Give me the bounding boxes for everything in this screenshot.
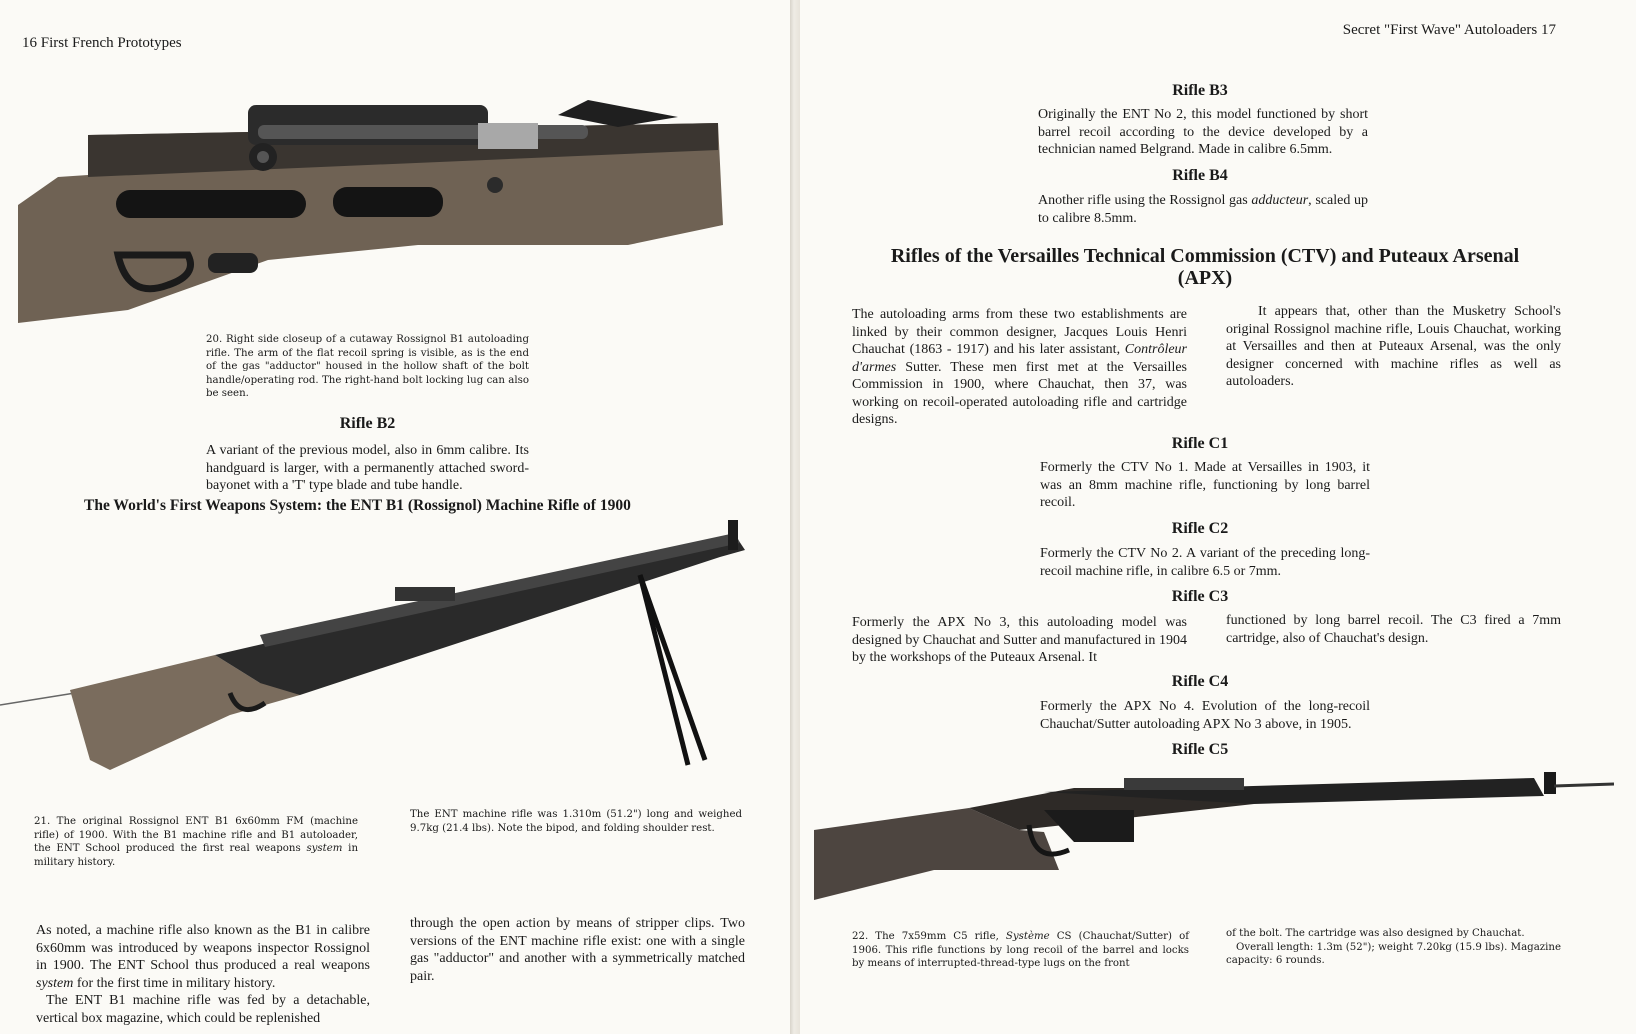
left-body-p1-em: system bbox=[36, 975, 74, 991]
caption-21-text-a: 21. The original Rossignol ENT B1 6x60mm FM (machine rifle) of 1900. With the B1 machine rifle and B1 autoloader, the ENT School produced the first real weapons bbox=[34, 816, 358, 854]
rifle-c3-heading: Rifle C3 bbox=[1171, 588, 1229, 605]
rifle-c3-text-right: functioned by long barrel recoil. The C3 fired a 7mm cartridge, also of Chauchat's design. bbox=[1226, 613, 1561, 646]
caption-21-right: The ENT machine rifle was 1.310m (51.2") long and weighed 9.7kg (21.4 lbs). Note the bipod, and folding shoulder rest. bbox=[410, 809, 742, 834]
rifle-b3-text: Originally the ENT No 2, this model functioned by short barrel recoil according to the device developed by a technician named Belgrand. Made in calibre 6.5mm. bbox=[1038, 107, 1368, 157]
caption-22-text-c: of the bolt. The cartridge was also designed by Chauchat. bbox=[1226, 928, 1525, 939]
ctv-apx-heading: Rifles of the Versailles Technical Commission (CTV) and Puteaux Arsenal (APX) bbox=[890, 245, 1520, 289]
caption-21-left bbox=[34, 815, 358, 869]
book-gutter bbox=[790, 0, 800, 1034]
caption-20: 20. Right side closeup of a cutaway Rossignol B1 autoloading rifle. The arm of the flat recoil spring is visible, as is the end of the gas "adductor" housed in the hollow shaft of the bolt handle/operating rod. The right-hand bolt locking lug can also be seen. bbox=[206, 334, 529, 399]
rifle-c1-heading: Rifle C1 bbox=[1171, 435, 1229, 452]
rifle-b4-em: adducteur bbox=[1251, 193, 1309, 208]
caption-22-left bbox=[852, 930, 1189, 971]
rifle-b4-text-a: Another rifle using the Rossignol gas bbox=[1038, 193, 1252, 208]
caption-22-em: Système bbox=[1005, 931, 1050, 942]
ctv-body-left-a: The autoloading arms from these two establishments are linked by their common designer, Jacques Louis Henri Chauchat (1863 - 1917) and his later assistant, bbox=[852, 307, 1187, 357]
right-running-header: Secret "First Wave" Autoloaders 17 bbox=[1342, 22, 1556, 38]
left-body-column-1 bbox=[36, 922, 370, 1027]
rifle-c2-text: Formerly the CTV No 2. A variant of the preceding long-recoil machine rifle, in calibre 6.5 or 7mm. bbox=[1040, 546, 1370, 579]
caption-21-text-b: in military history. bbox=[34, 843, 358, 868]
rifle-b4-text-b: , scaled up to calibre 8.5mm. bbox=[1038, 193, 1368, 226]
ctv-body-left bbox=[852, 306, 1187, 429]
rifle-c2-heading: Rifle C2 bbox=[1171, 520, 1229, 537]
caption-22-text-b: CS (Chauchat/Sutter) of 1906. This rifle functions by long recoil of the barrel and locks by means of interrupted-thread-type lugs on the front bbox=[852, 931, 1189, 969]
right-page bbox=[800, 0, 1636, 1034]
rifle-c5-heading: Rifle C5 bbox=[1171, 741, 1229, 758]
rifle-c4-text: Formerly the APX No 4. Evolution of the long-recoil Chauchat/Sutter autoloading APX No 3 above, in 1905. bbox=[1040, 699, 1370, 732]
ctv-body-left-b: Sutter. These men first met at the Versailles Commission in 1900, where Chauchat, then 37, was working on recoil-operated autoloading rifle and cartridge designs. bbox=[852, 359, 1187, 427]
ctv-body-left-em: Contrôleur d'armes bbox=[852, 342, 1187, 375]
photo-ent-b1-machine-rifle bbox=[0, 515, 760, 805]
left-page bbox=[0, 0, 790, 1034]
ctv-body-right: It appears that, other than the Musketry School's original Rossignol machine rifle, Louis Chauchat, working at Versailles and then at Puteaux Arsenal, was the only designer concerned with machine rifles as well as autoloaders. bbox=[1226, 304, 1561, 389]
left-body-p2: The ENT B1 machine rifle was fed by a detachable, vertical box magazine, which could be replenished bbox=[36, 993, 370, 1026]
rifle-c1-text: Formerly the CTV No 1. Made at Versailles in 1903, it was an 8mm machine rifle, functioning by long barrel recoil. bbox=[1040, 460, 1370, 510]
rifle-c3-text-left: Formerly the APX No 3, this autoloading model was designed by Chauchat and Sutter and manufactured in 1904 by the workshops of the Puteaux Arsenal. It bbox=[852, 615, 1187, 665]
left-body-column-2: through the open action by means of stripper clips. Two versions of the ENT machine rifle exist: one with a single gas "adductor" and another with a symmetrically matched pair. bbox=[410, 916, 745, 984]
caption-21-em: system bbox=[306, 843, 343, 854]
left-running-header: 16 First French Prototypes bbox=[22, 35, 182, 51]
caption-22-right bbox=[1226, 927, 1561, 968]
photo-c5-rifle bbox=[814, 770, 1614, 910]
rifle-b4-text bbox=[1038, 192, 1368, 227]
left-body-p1-a: As noted, a machine rifle also known as the B1 in calibre 6x60mm was introduced by weapons inspector Rossignol in 1900. The ENT School thus produced a real weapons bbox=[36, 923, 370, 973]
rifle-b2-text: A variant of the previous model, also in 6mm calibre. Its handguard is larger, with a permanently attached sword-bayonet with a 'T' type blade and tube handle. bbox=[206, 443, 529, 493]
weapons-system-heading: The World's First Weapons System: the ENT B1 (Rossignol) Machine Rifle of 1900 bbox=[84, 497, 631, 514]
rifle-b3-heading: Rifle B3 bbox=[1172, 82, 1228, 99]
rifle-c4-heading: Rifle C4 bbox=[1171, 673, 1229, 690]
rifle-b2-heading: Rifle B2 bbox=[339, 415, 396, 432]
photo-rossignol-b1-closeup bbox=[18, 95, 743, 325]
rifle-b4-heading: Rifle B4 bbox=[1172, 167, 1228, 184]
caption-22-text-d: Overall length: 1.3m (52"); weight 7.20kg (15.9 lbs). Magazine capacity: 6 rounds. bbox=[1226, 941, 1561, 966]
caption-22-text-a: 22. The 7x59mm C5 rifle, bbox=[852, 931, 1006, 942]
left-body-p1-b: for the first time in military history. bbox=[73, 975, 276, 991]
